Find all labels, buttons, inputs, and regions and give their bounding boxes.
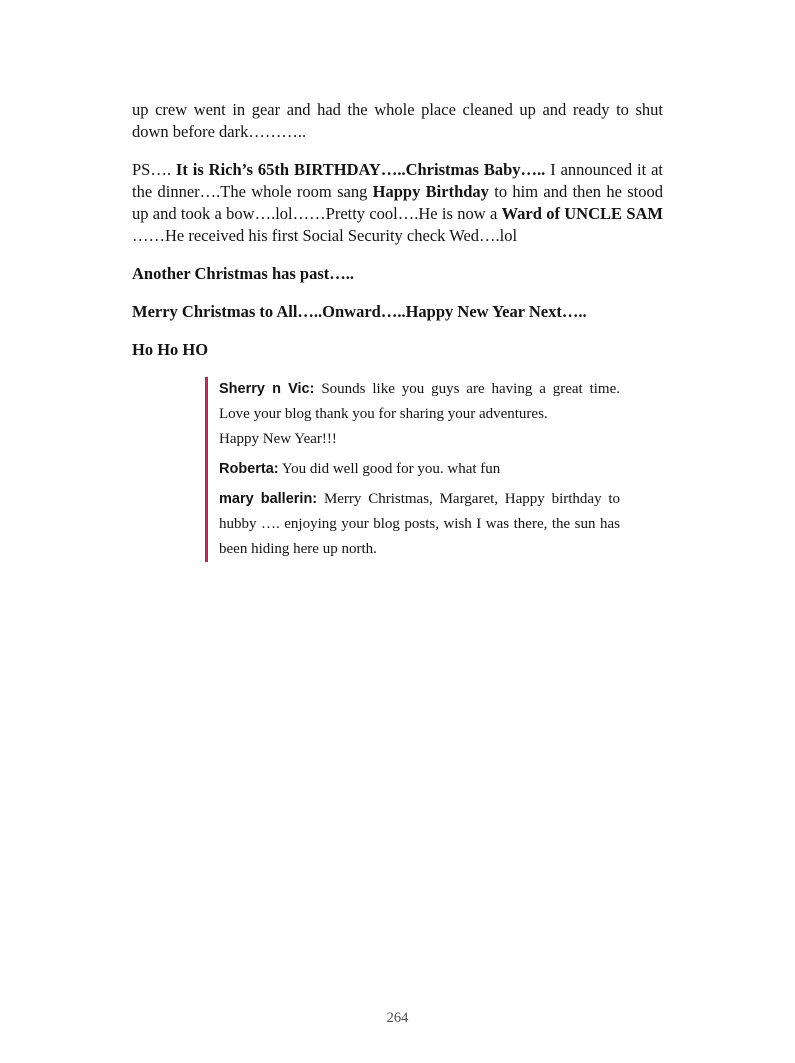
comment-text: Merry Christmas, Margaret, Happy birthday to hubby …. enjoying your blog posts, wish I was there, the sun has been hiding here up north. bbox=[219, 491, 621, 557]
paragraph-intro: up crew went in gear and had the whole place cleaned up and ready to shut down before dark……….. bbox=[132, 100, 663, 141]
page-content bbox=[132, 99, 663, 562]
comment-author: Sherry n Vic: bbox=[219, 381, 315, 397]
comment bbox=[219, 457, 620, 482]
ps-segment-bold: Ward of UNCLE SAM bbox=[501, 204, 663, 223]
heading-ho-ho-ho: Ho Ho HO bbox=[132, 340, 209, 359]
page-number: 264 bbox=[386, 1010, 409, 1026]
ps-segment-bold: Happy Birthday bbox=[372, 182, 489, 201]
ps-segment: to him and then he stood up and took a bow….lol……Pretty cool….He is now a bbox=[132, 182, 663, 223]
comment-text-line2: Happy New Year!!! bbox=[219, 431, 337, 447]
comment bbox=[219, 377, 620, 452]
comment-author: mary ballerin: bbox=[219, 491, 318, 507]
comment-author: Roberta: bbox=[219, 461, 279, 477]
comment-text: You did well good for you. what fun bbox=[281, 461, 501, 477]
heading-merry-christmas: Merry Christmas to All…..Onward…..Happy New Year Next….. bbox=[132, 302, 587, 321]
ps-segment: I announced it at the dinner….The whole room sang bbox=[132, 160, 663, 201]
ps-segment-bold: It is Rich’s 65th BIRTHDAY…..Christmas Baby….. bbox=[175, 160, 551, 179]
comment-text: Sounds like you guys are having a great time. Love your blog thank you for sharing your adventures. bbox=[219, 381, 620, 422]
ps-segment: PS…. bbox=[132, 160, 176, 179]
comment bbox=[219, 487, 620, 562]
comments-block bbox=[205, 377, 620, 562]
paragraph-ps bbox=[132, 159, 663, 247]
ps-segment: ……He received his first Social Security check Wed….lol bbox=[132, 226, 518, 245]
heading-another-christmas: Another Christmas has past….. bbox=[132, 264, 355, 283]
